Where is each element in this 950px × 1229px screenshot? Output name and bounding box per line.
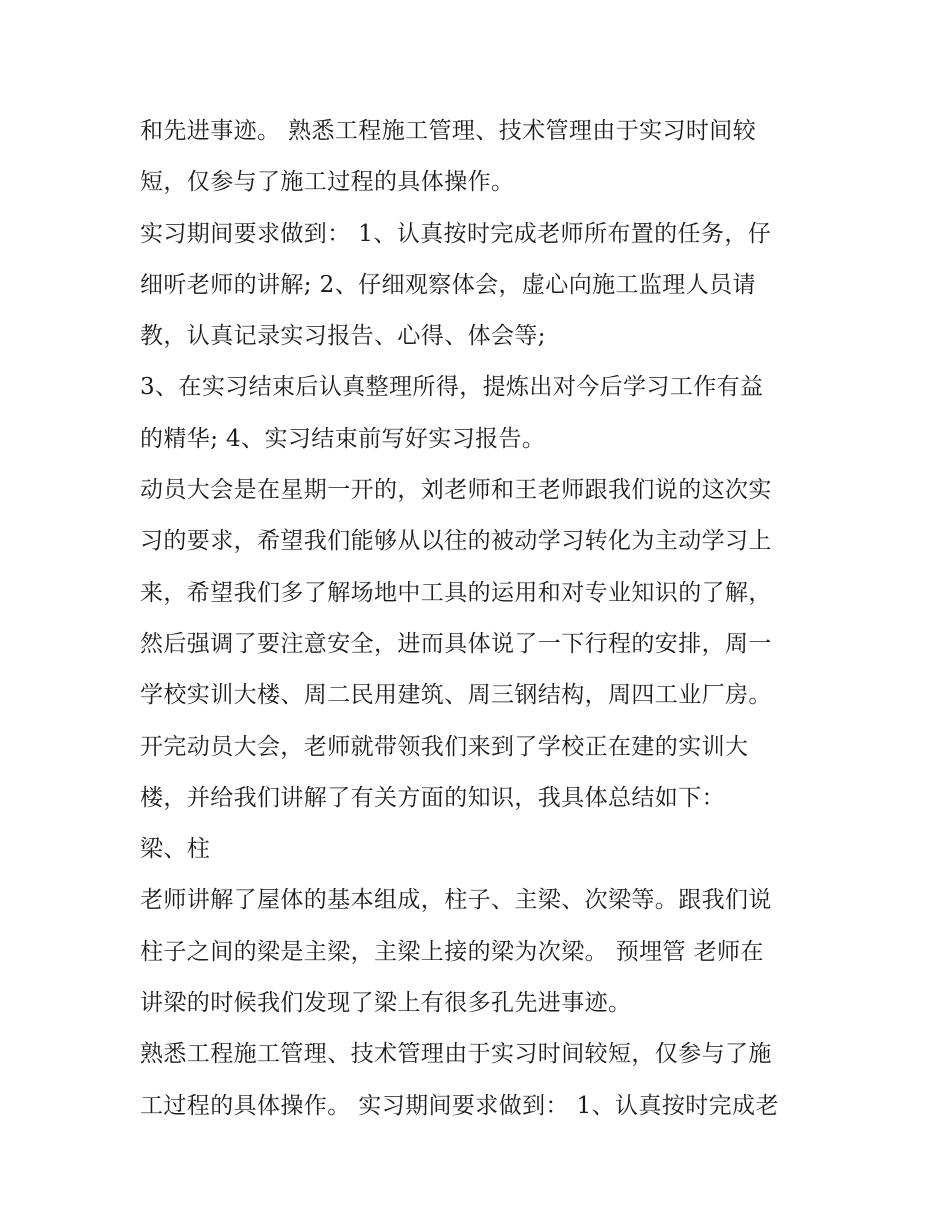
section-heading: 梁、柱 [140,836,211,863]
text-line: 学校实训大楼、周二民用建筑、周三钢结构，周四工业厂房。 [140,682,772,709]
text-line: 和先进事迹。 熟悉工程施工管理、技术管理由于实习时间较 [140,118,757,144]
text-line: 动员大会是在星期一开的，刘老师和王老师跟我们说的这次实 [140,477,772,504]
text-line: 讲梁的时候我们发现了梁上有很多孔先进事迹。 [140,990,632,1017]
text-line: 开完动员大会，老师就带领我们来到了学校正在建的实训大 [140,733,749,760]
text-line: 老师讲解了屋体的基本组成，柱子、主梁、次梁等。跟我们说 [140,887,772,914]
text-line: 工过程的具体操作。 实习期间要求做到： 1、认真按时完成老 [140,1092,779,1119]
text-line: 教，认真记录实习报告、心得、体会等; [140,323,546,350]
text-line: 细听老师的讲解; 2、仔细观察体会，虚心向施工监理人员请 [140,271,756,298]
text-line: 楼，并给我们讲解了有关方面的知识，我具体总结如下： [140,784,725,811]
document-body [140,106,820,1132]
text-line: 实习期间要求做到： 1、认真按时完成老师所布置的任务，仔 [140,220,772,247]
text-line: 习的要求，希望我们能够从以往的被动学习转化为主动学习上 [140,528,772,555]
text-line: 的精华; 4、实习结束前写好实习报告。 [140,425,546,452]
text-line: 来，希望我们多了解场地中工具的运用和对专业知识的了解， [140,579,772,606]
text-line: 3、在实习结束后认真整理所得，提炼出对今后学习工作有益 [140,374,764,401]
text-line: 熟悉工程施工管理、技术管理由于实习时间较短，仅参与了施 [140,1041,772,1068]
text-line: 柱子之间的梁是主梁，主梁上接的梁为次梁。 预埋管 老师在 [140,938,764,965]
text-line: 短，仅参与了施工过程的具体操作。 [140,169,515,196]
text-line: 然后强调了要注意安全，进而具体说了一下行程的安排，周一 [140,630,772,657]
